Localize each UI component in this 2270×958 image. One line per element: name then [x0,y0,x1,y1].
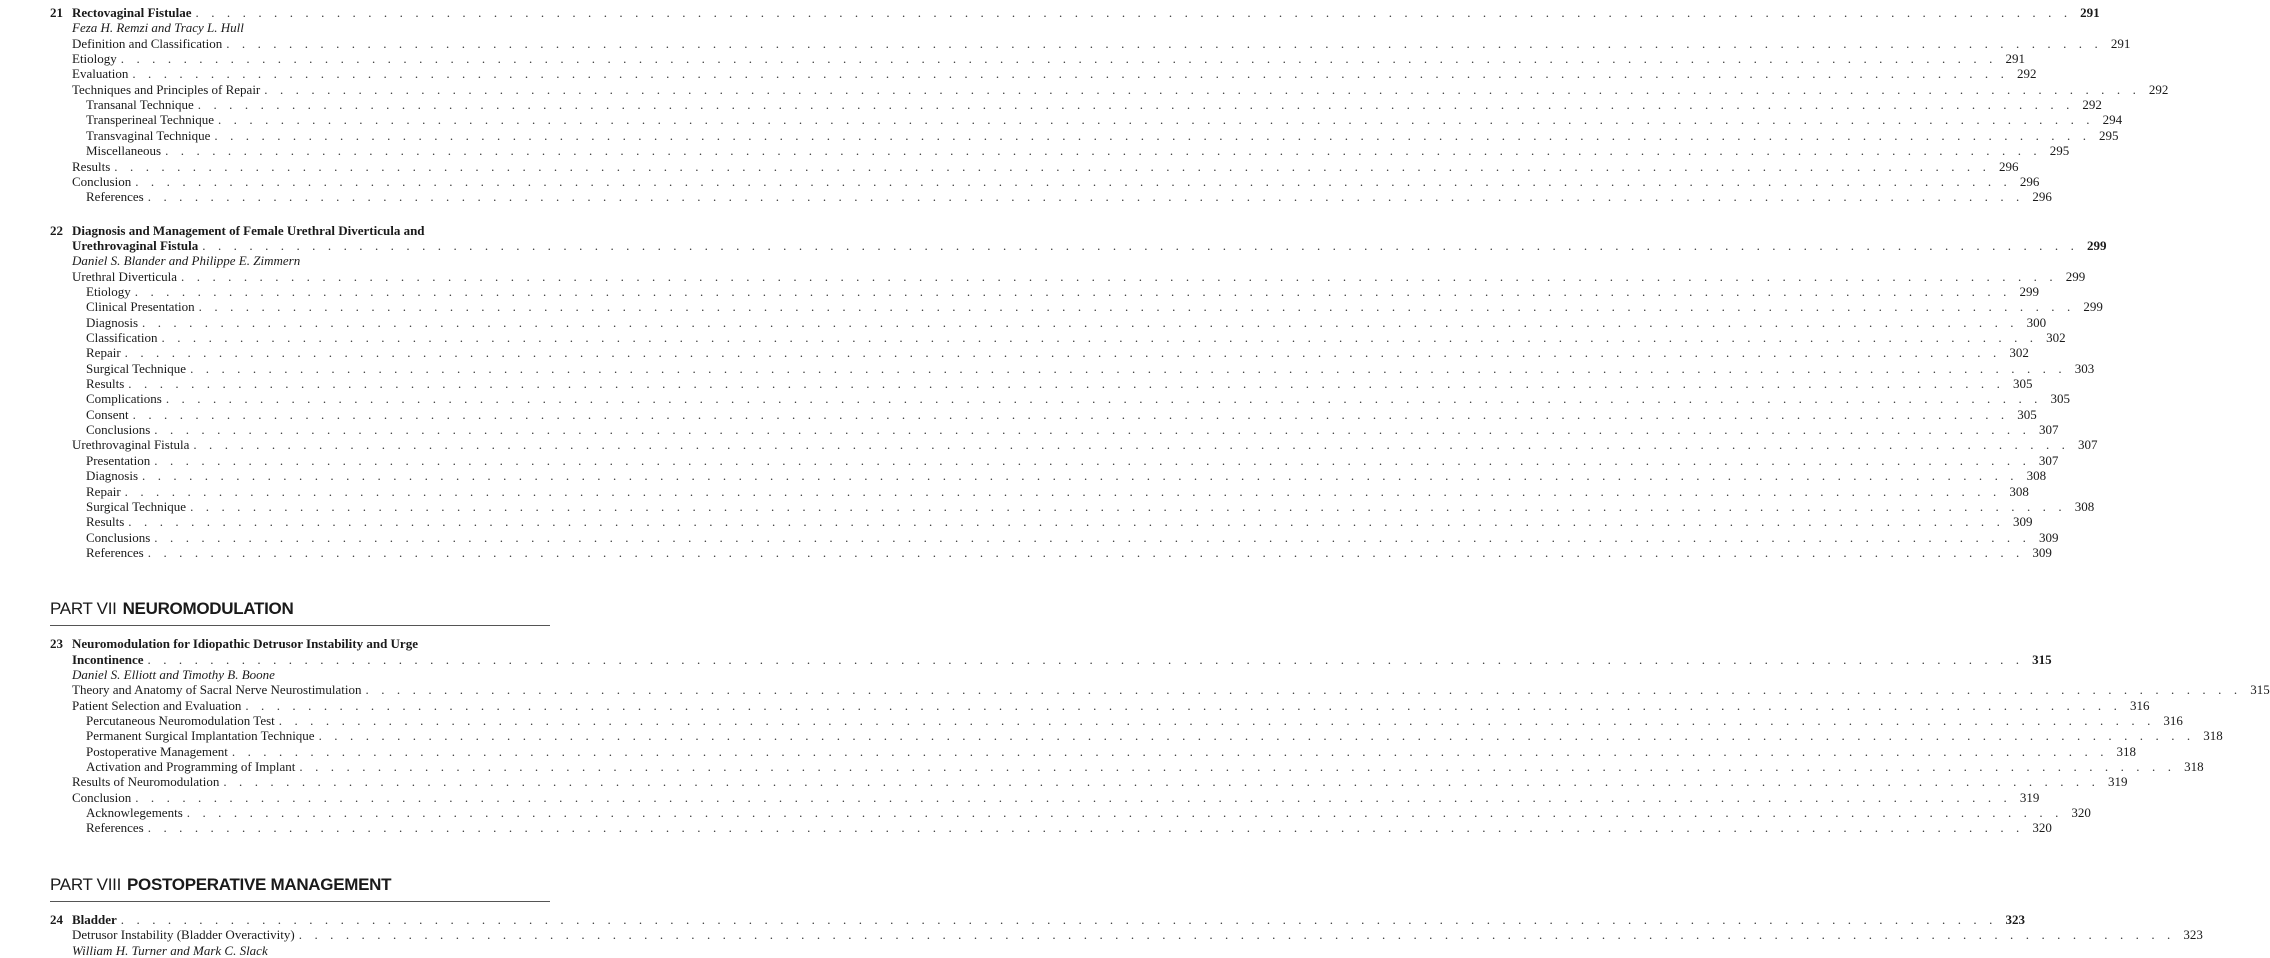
chapter-number: 23 [50,636,63,652]
entry-label: Etiology [86,283,131,299]
chapter-authors [0,20,600,35]
toc-entry[interactable] [0,422,2059,438]
dot-leader: . . . . . . . . . . . . . . . . . . . . . . . . . . . . . . . . . . . . . . . . . . . . . . . . . . . . . . . . . . . . . . . . . . . . . . . . . . . . . . . . . . . . . . . . . . . . . . . . . . . . . . . . . . . . . . . . . . . . . . . . [231,743,2109,759]
entry-line [86,713,2183,728]
entry-label: Feza H. Remzi and Tracy L. Hull [72,20,244,36]
entry-label: Neuromodulation for Idiopathic Detrusor Instability and Urge [72,636,418,652]
entry-label: Rectovaginal Fistulae [72,5,192,20]
dot-leader: . . . . . . . . . . . . . . . . . . . . . . . . . . . . . . . . . . . . . . . . . . . . . . . . . . . . . . . . . . . . . . . . . . . . . . . . . . . . . . . . . . . . . . . . . . . . . . . . . . . . . . . . . . . . . . . . . . . . . . . . [318,728,2195,744]
dot-leader: . . . . . . . . . . . . . . . . . . . . . . . . . . . . . . . . . . . . . . . . . . . . . . . . . . . . . . . . . . . . . . . . . . . . . . . . . . . . . . . . . . . . . . . . . . . . . . . . . . . . . . . . . . . . . . . . . . . . . . . . [197,97,2074,113]
entry-label: Results [86,514,125,530]
toc-entry[interactable] [0,112,2123,128]
dot-leader: . . . . . . . . . . . . . . . . . . . . . . . . . . . . . . . . . . . . . . . . . . . . . . . . . . . . . . . . . . . . . . . . . . . . . . . . . . . . . . . . . . . . . . . . . . . . . . . . . . . . . . . . . . . . . . . . . . . . . . . . [135,173,2012,189]
chapter-authors [0,943,600,958]
entry-line [86,743,2137,759]
entry-label: Acknowlegements [86,805,183,821]
dot-leader: . . . . . . . . . . . . . . . . . . . . . . . . . . . . . . . . . . . . . . . . . . . . . . . . . . . . . . . . . . . . . . . . . . . . . . . . . . . . . . . . . . . . . . . . . . . . . . . . . . . . . . . . . . . . . . . . . . . . . . . . [124,345,2001,361]
toc-entry[interactable] [0,189,2052,205]
entry-label: Classification [86,330,158,345]
dot-leader: . . . . . . . . . . . . . . . . . . . . . . . . . . . . . . . . . . . . . . . . . . . . . . . . . . . . . . . . . . . . . . . . . . . . . . . . . . . . . . . . . . . . . . . . . . . . . . . . . . . . . . . . . . . . . . . . . . . . . . . . [202,237,2079,253]
dot-leader: . . . . . . . . . . . . . . . . . . . . . . . . . . . . . . . . . . . . . . . . . . . . . . . . . . . . . . . . . . . . . . . . . . . . . . . . . . . . . . . . . . . . . . . . . . . . . . . . . . . . . . . . . . . . . . . . . . . . . . . . [147,820,2024,836]
entry-label: Urethrovaginal Fistula [72,437,190,453]
page-number: 305 [2012,376,2033,392]
entry-line [86,97,2102,113]
dot-leader: . . . . . . . . . . . . . . . . . . . . . . . . . . . . . . . . . . . . . . . . . . . . . . . . . . . . . . . . . . . . . . . . . . . . . . . . . . . . . . . . . . . . . . . . . . . . . . . . . . . . . . . . . . . . . . . . . . . . . . . . [190,498,2067,514]
toc-entry[interactable] [0,330,2066,345]
entry-label: Theory and Anatomy of Sacral Nerve Neurostimulation [72,682,362,698]
entry-label: Patient Selection and Evaluation [72,697,242,713]
entry-line [86,127,2119,143]
toc-entry[interactable] [0,97,2102,113]
entry-label: Incontinence [72,651,144,667]
toc-entry[interactable] [0,514,2033,530]
page-number: 292 [2148,81,2169,97]
dot-leader: . . . . . . . . . . . . . . . . . . . . . . . . . . . . . . . . . . . . . . . . . . . . . . . . . . . . . . . . . . . . . . . . . . . . . . . . . . . . . . . . . . . . . . . . . . . . . . . . . . . . . . . . . . . . . . . . . . . . . . . . [165,143,2042,159]
dot-leader: . . . . . . . . . . . . . . . . . . . . . . . . . . . . . . . . . . . . . . . . . . . . . . . . . . . . . . . . . . . . . . . . . . . . . . . . . . . . . . . . . . . . . . . . . . . . . . . . . . . . . . . . . . . . . . . . . . . . . . . . [114,158,1991,174]
entry-line [72,789,2040,805]
toc-entry[interactable] [0,743,2137,759]
dot-leader: . . . . . . . . . . . . . . . . . . . . . . . . . . . . . . . . . . . . . . . . . . . . . . . . . . . . . . . . . . . . . . . . . . . . . . . . . . . . . . . . . . . . . . . . . . . . . . . . . . . . . . . . . . . . . . . . . . . . . . . . [128,376,2005,392]
toc-entry[interactable] [0,728,2223,744]
entry-line [72,636,550,651]
toc-entry[interactable] [0,127,2119,143]
chapter-number: 21 [50,5,63,20]
page-number: 295 [2099,127,2119,143]
page-number: 296 [2019,173,2040,189]
page-number: 318 [2203,728,2223,744]
toc-entry[interactable] [0,283,2039,299]
dot-leader: . . . . . . . . . . . . . . . . . . . . . . . . . . . . . . . . . . . . . . . . . . . . . . . . . . . . . . . . . . . . . . . . . . . . . . . . . . . . . . . . . . . . . . . . . . . . . . . . . . . . . . . . . . . . . . . . . . . . . . . . [226,35,2103,51]
toc-entry[interactable] [0,406,2037,422]
toc-entry[interactable] [0,713,2183,728]
entry-line [72,437,2098,453]
toc-entry[interactable] [0,173,2040,189]
chapter-title[interactable] [0,237,2107,253]
page-number: 323 [2183,927,2203,943]
entry-label: Etiology [72,51,117,67]
dot-leader: . . . . . . . . . . . . . . . . . . . . . . . . . . . . . . . . . . . . . . . . . . . . . . . . . . . . . . . . . . . . . . . . . . . . . . . . . . . . . . . . . . . . . . . . . . . . . . . . . . . . . . . . . . . . . . . . . . . . . . . . [128,514,2005,530]
page-number: 296 [2032,189,2052,205]
dot-leader: . . . . . . . . . . . . . . . . . . . . . . . . . . . . . . . . . . . . . . . . . . . . . . . . . . . . . . . . . . . . . . . . . . . . . . . . . . . . . . . . . . . . . . . . . . . . . . . . . . . . . . . . . . . . . . . . . . . . . . . . [264,81,2141,97]
entry-line [86,406,2037,422]
entry-line [86,330,2066,345]
part-rule [50,625,550,626]
entry-line [72,81,2169,97]
entry-line [86,112,2123,128]
dot-leader: . . . . . . . . . . . . . . . . . . . . . . . . . . . . . . . . . . . . . . . . . . . . . . . . . . . . . . . . . . . . . . . . . . . . . . . . . . . . . . . . . . . . . . . . . . . . . . . . . . . . . . . . . . . . . . . . . . . . . . . . [147,544,2024,560]
entry-line [72,943,550,958]
entry-label: Techniques and Principles of Repair [72,81,261,97]
entry-label: Percutaneous Neuromodulation Test [86,713,275,728]
page-number: 309 [2032,544,2052,560]
page-number: 316 [2163,713,2183,728]
dot-leader: . . . . . . . . . . . . . . . . . . . . . . . . . . . . . . . . . . . . . . . . . . . . . . . . . . . . . . . . . . . . . . . . . . . . . . . . . . . . . . . . . . . . . . . . . . . . . . . . . . . . . . . . . . . . . . . . . . . . . . . . [223,774,2100,790]
dot-leader: . . . . . . . . . . . . . . . . . . . . . . . . . . . . . . . . . . . . . . . . . . . . . . . . . . . . . . . . . . . . . . . . . . . . . . . . . . . . . . . . . . . . . . . . . . . . . . . . . . . . . . . . . . . . . . . . . . . . . . . . [147,651,2024,667]
page-number: 296 [1998,158,2019,174]
toc-entry[interactable] [0,805,2091,821]
page-number: 299 [2019,283,2039,299]
entry-line [86,529,2059,545]
entry-label: Activation and Programming of Implant [86,759,296,775]
toc-entry[interactable] [0,376,2033,392]
entry-label: Daniel S. Elliott and Timothy B. Boone [72,666,275,682]
dot-leader: . . . . . . . . . . . . . . . . . . . . . . . . . . . . . . . . . . . . . . . . . . . . . . . . . . . . . . . . . . . . . . . . . . . . . . . . . . . . . . . . . . . . . . . . . . . . . . . . . . . . . . . . . . . . . . . . . . . . . . . . [245,697,2122,713]
page-number: 308 [2074,498,2095,514]
chapter-authors [0,667,600,682]
dot-leader: . . . . . . . . . . . . . . . . . . . . . . . . . . . . . . . . . . . . . . . . . . . . . . . . . . . . . . . . . . . . . . . . . . . . . . . . . . . . . . . . . . . . . . . . . . . . . . . . . . . . . . . . . . . . . . . . . . . . . . . . [299,759,2176,775]
chapter-title [0,636,600,651]
entry-line [86,483,2029,499]
part-title: POSTOPERATIVE MANAGEMENT [127,874,392,894]
entry-label: Postoperative Management [86,743,228,759]
toc-entry[interactable] [0,314,2047,330]
page-number: 308 [2009,483,2029,499]
page-number: 315 [2250,682,2270,698]
toc-entry[interactable] [0,759,2204,775]
entry-line [72,223,550,238]
page-number: 307 [2038,452,2059,468]
dot-leader: . . . . . . . . . . . . . . . . . . . . . . . . . . . . . . . . . . . . . . . . . . . . . . . . . . . . . . . . . . . . . . . . . . . . . . . . . . . . . . . . . . . . . . . . . . . . . . . . . . . . . . . . . . . . . . . . . . . . . . . . [134,283,2011,299]
page-number: 320 [2032,820,2052,836]
dot-leader: . . . . . . . . . . . . . . . . . . . . . . . . . . . . . . . . . . . . . . . . . . . . . . . . . . . . . . . . . . . . . . . . . . . . . . . . . . . . . . . . . . . . . . . . . . . . . . . . . . . . . . . . . . . . . . . . . . . . . . . . [124,483,2001,499]
entry-label: Miscellaneous [86,143,162,159]
entry-label: Transvaginal Technique [86,127,211,143]
dot-leader: . . . . . . . . . . . . . . . . . . . . . . . . . . . . . . . . . . . . . . . . . . . . . . . . . . . . . . . . . . . . . . . . . . . . . . . . . . . . . . . . . . . . . . . . . . . . . . . . . . . . . . . . . . . . . . . . . . . . . . . . [278,713,2155,728]
dot-leader: . . . . . . . . . . . . . . . . . . . . . . . . . . . . . . . . . . . . . . . . . . . . . . . . . . . . . . . . . . . . . . . . . . . . . . . . . . . . . . . . . . . . . . . . . . . . . . . . . . . . . . . . . . . . . . . . . . . . . . . . [186,805,2063,821]
page-number: 319 [2107,774,2128,790]
part-label: PART VIII [50,874,121,894]
toc-entry[interactable] [0,35,2131,51]
chapter-authors [0,253,600,268]
toc-entry[interactable] [0,143,2070,159]
entry-label: Results of Neuromodulation [72,774,220,790]
entry-label: Clinical Presentation [86,299,195,315]
page-number: 305 [2050,391,2070,407]
entry-line [72,774,2128,790]
dot-leader: . . . . . . . . . . . . . . . . . . . . . . . . . . . . . . . . . . . . . . . . . . . . . . . . . . . . . . . . . . . . . . . . . . . . . . . . . . . . . . . . . . . . . . . . . . . . . . . . . . . . . . . . . . . . . . . . . . . . . . . . [298,927,2175,943]
dot-leader: . . . . . . . . . . . . . . . . . . . . . . . . . . . . . . . . . . . . . . . . . . . . . . . . . . . . . . . . . . . . . . . . . . . . . . . . . . . . . . . . . . . . . . . . . . . . . . . . . . . . . . . . . . . . . . . . . . . . . . . . [154,452,2031,468]
part-heading [50,598,293,620]
part-title: NEUROMODULATION [122,599,294,619]
page-number: 318 [2116,743,2137,759]
toc-entry[interactable] [0,81,2169,97]
entry-label: Daniel S. Blander and Philippe E. Zimmern [72,253,301,269]
entry-line [86,143,2070,159]
entry-line [72,927,2203,943]
entry-line [72,173,2040,189]
toc-entry[interactable] [0,158,2019,174]
dot-leader: . . . . . . . . . . . . . . . . . . . . . . . . . . . . . . . . . . . . . . . . . . . . . . . . . . . . . . . . . . . . . . . . . . . . . . . . . . . . . . . . . . . . . . . . . . . . . . . . . . . . . . . . . . . . . . . . . . . . . . . . [142,468,2019,484]
part-rule [50,901,550,902]
page-number: 291 [2005,51,2025,67]
entry-line [86,514,2033,530]
toc-entry[interactable] [0,66,2037,82]
chapter-number: 22 [50,222,63,238]
entry-label: Conclusion [72,789,132,805]
entry-label: Consent [86,406,129,422]
dot-leader: . . . . . . . . . . . . . . . . . . . . . . . . . . . . . . . . . . . . . . . . . . . . . . . . . . . . . . . . . . . . . . . . . . . . . . . . . . . . . . . . . . . . . . . . . . . . . . . . . . . . . . . . . . . . . . . . . . . . . . . . [132,66,2009,82]
page-number: 319 [2019,789,2040,805]
toc-entry[interactable] [0,529,2059,545]
dot-leader: . . . . . . . . . . . . . . . . . . . . . . . . . . . . . . . . . . . . . . . . . . . . . . . . . . . . . . . . . . . . . . . . . . . . . . . . . . . . . . . . . . . . . . . . . . . . . . . . . . . . . . . . . . . . . . . . . . . . . . . . [181,268,2058,284]
dot-leader: . . . . . . . . . . . . . . . . . . . . . . . . . . . . . . . . . . . . . . . . . . . . . . . . . . . . . . . . . . . . . . . . . . . . . . . . . . . . . . . . . . . . . . . . . . . . . . . . . . . . . . . . . . . . . . . . . . . . . . . . [120,911,1997,927]
entry-line [72,268,2086,284]
entry-label: Diagnosis [86,468,138,484]
entry-line [72,253,550,268]
page-number: 294 [2102,112,2123,128]
dot-leader: . . . . . . . . . . . . . . . . . . . . . . . . . . . . . . . . . . . . . . . . . . . . . . . . . . . . . . . . . . . . . . . . . . . . . . . . . . . . . . . . . . . . . . . . . . . . . . . . . . . . . . . . . . . . . . . . . . . . . . . . [214,127,2091,143]
entry-label: Surgical Technique [86,360,187,376]
page-number: 302 [2009,345,2029,361]
entry-label: Urethrovaginal Fistula [72,237,199,253]
entry-line [86,299,2103,315]
page-number: 320 [2071,805,2091,821]
dot-leader: . . . . . . . . . . . . . . . . . . . . . . . . . . . . . . . . . . . . . . . . . . . . . . . . . . . . . . . . . . . . . . . . . . . . . . . . . . . . . . . . . . . . . . . . . . . . . . . . . . . . . . . . . . . . . . . . . . . . . . . . [154,422,2031,438]
toc-entry[interactable] [0,544,2052,560]
page-number: 291 [2080,5,2100,20]
entry-label: Complications [86,391,162,407]
part-heading [50,874,391,896]
page-number: 307 [2038,422,2059,438]
entry-line [86,820,2052,836]
toc-entry[interactable] [0,51,2025,67]
page-number: 299 [2065,268,2086,284]
entry-line [86,391,2070,407]
toc-entry[interactable] [0,774,2128,790]
entry-line [72,651,2052,667]
page-number: 308 [2026,468,2047,484]
entry-label: Results [86,376,125,392]
toc-entry[interactable] [0,452,2059,468]
entry-line [72,51,2025,67]
dot-leader: . . . . . . . . . . . . . . . . . . . . . . . . . . . . . . . . . . . . . . . . . . . . . . . . . . . . . . . . . . . . . . . . . . . . . . . . . . . . . . . . . . . . . . . . . . . . . . . . . . . . . . . . . . . . . . . . . . . . . . . . [154,529,2031,545]
dot-leader: . . . . . . . . . . . . . . . . . . . . . . . . . . . . . . . . . . . . . . . . . . . . . . . . . . . . . . . . . . . . . . . . . . . . . . . . . . . . . . . . . . . . . . . . . . . . . . . . . . . . . . . . . . . . . . . . . . . . . . . . [198,299,2075,315]
toc-entry[interactable] [0,360,2095,376]
toc-entry[interactable] [0,697,2150,713]
page-number: 292 [2016,66,2037,82]
entry-line [72,667,550,682]
dot-leader: . . . . . . . . . . . . . . . . . . . . . . . . . . . . . . . . . . . . . . . . . . . . . . . . . . . . . . . . . . . . . . . . . . . . . . . . . . . . . . . . . . . . . . . . . . . . . . . . . . . . . . . . . . . . . . . . . . . . . . . . [165,391,2042,407]
toc-entry[interactable] [0,345,2029,361]
dot-leader: . . . . . . . . . . . . . . . . . . . . . . . . . . . . . . . . . . . . . . . . . . . . . . . . . . . . . . . . . . . . . . . . . . . . . . . . . . . . . . . . . . . . . . . . . . . . . . . . . . . . . . . . . . . . . . . . . . . . . . . . [190,360,2067,376]
entry-line [72,20,550,35]
page-number: 323 [2005,911,2025,927]
toc-entry[interactable] [0,299,2103,315]
entry-label: Conclusions [86,529,151,545]
entry-line [86,452,2059,468]
toc-entry[interactable] [0,498,2095,514]
page-number: 316 [2129,697,2150,713]
page-number: 307 [2078,437,2098,453]
page-number: 309 [2012,514,2033,530]
entry-line [86,422,2059,438]
entry-label: Urethral Diverticula [72,268,178,284]
page-number: 300 [2026,314,2047,330]
toc-entry[interactable] [0,789,2040,805]
entry-line [86,189,2052,205]
part-label: PART VII [50,599,117,619]
entry-label: Diagnosis and Management of Female Urethral Diverticula and [72,222,425,238]
dot-leader: . . . . . . . . . . . . . . . . . . . . . . . . . . . . . . . . . . . . . . . . . . . . . . . . . . . . . . . . . . . . . . . . . . . . . . . . . . . . . . . . . . . . . . . . . . . . . . . . . . . . . . . . . . . . . . . . . . . . . . . . [161,330,2038,345]
dot-leader: . . . . . . . . . . . . . . . . . . . . . . . . . . . . . . . . . . . . . . . . . . . . . . . . . . . . . . . . . . . . . . . . . . . . . . . . . . . . . . . . . . . . . . . . . . . . . . . . . . . . . . . . . . . . . . . . . . . . . . . . [120,51,1997,67]
entry-line [72,911,2025,927]
entry-line [86,728,2223,744]
page-number: 299 [2086,237,2107,253]
entry-label: Detrusor Instability (Bladder Overactivity) [72,927,295,943]
page-number: 305 [2017,406,2037,422]
dot-leader: . . . . . . . . . . . . . . . . . . . . . . . . . . . . . . . . . . . . . . . . . . . . . . . . . . . . . . . . . . . . . . . . . . . . . . . . . . . . . . . . . . . . . . . . . . . . . . . . . . . . . . . . . . . . . . . . . . . . . . . . [142,314,2019,330]
dot-leader: . . . . . . . . . . . . . . . . . . . . . . . . . . . . . . . . . . . . . . . . . . . . . . . . . . . . . . . . . . . . . . . . . . . . . . . . . . . . . . . . . . . . . . . . . . . . . . . . . . . . . . . . . . . . . . . . . . . . . . . . [193,437,2070,453]
toc-entry[interactable] [0,483,2029,499]
page-number: 309 [2038,529,2059,545]
toc-entry[interactable] [0,268,2086,284]
page-number: 295 [2049,143,2070,159]
entry-line [86,498,2095,514]
entry-line [86,759,2204,775]
page-number: 299 [2083,299,2103,315]
entry-line [72,697,2150,713]
entry-label: Permanent Surgical Implantation Technique [86,728,315,744]
entry-label: Transperineal Technique [86,112,214,128]
entry-line [86,468,2047,484]
entry-label: Diagnosis [86,314,138,330]
page-number: 291 [2110,35,2131,51]
entry-label: Results [72,158,111,174]
entry-label: Presentation [86,452,151,468]
entry-line [86,376,2033,392]
toc-entry[interactable] [0,468,2047,484]
entry-label: References [86,820,144,836]
entry-line [72,5,2100,20]
dot-leader: . . . . . . . . . . . . . . . . . . . . . . . . . . . . . . . . . . . . . . . . . . . . . . . . . . . . . . . . . . . . . . . . . . . . . . . . . . . . . . . . . . . . . . . . . . . . . . . . . . . . . . . . . . . . . . . . . . . . . . . . [365,682,2242,698]
entry-line [72,237,2107,253]
page-number: 292 [2082,97,2102,113]
toc-entry[interactable] [0,820,2052,836]
entry-line [86,283,2039,299]
entry-label: Conclusion [72,173,132,189]
page-number: 318 [2184,759,2204,775]
dot-leader: . . . . . . . . . . . . . . . . . . . . . . . . . . . . . . . . . . . . . . . . . . . . . . . . . . . . . . . . . . . . . . . . . . . . . . . . . . . . . . . . . . . . . . . . . . . . . . . . . . . . . . . . . . . . . . . . . . . . . . . . [217,112,2095,128]
chapter-title [0,223,600,238]
entry-label: Transanal Technique [86,97,194,113]
entry-line [86,314,2047,330]
toc-entry[interactable] [0,391,2070,407]
chapter-title[interactable] [0,5,2100,20]
dot-leader: . . . . . . . . . . . . . . . . . . . . . . . . . . . . . . . . . . . . . . . . . . . . . . . . . . . . . . . . . . . . . . . . . . . . . . . . . . . . . . . . . . . . . . . . . . . . . . . . . . . . . . . . . . . . . . . . . . . . . . . . [132,406,2009,422]
toc-entry[interactable] [0,682,2270,698]
toc-entry[interactable] [0,437,2098,453]
entry-label: Surgical Technique [86,498,187,514]
entry-label: Bladder [72,911,117,927]
dot-leader: . . . . . . . . . . . . . . . . . . . . . . . . . . . . . . . . . . . . . . . . . . . . . . . . . . . . . . . . . . . . . . . . . . . . . . . . . . . . . . . . . . . . . . . . . . . . . . . . . . . . . . . . . . . . . . . . . . . . . . . . [195,5,2072,20]
entry-line [72,682,2270,698]
entry-label: Repair [86,483,121,499]
entry-label: Repair [86,345,121,361]
entry-line [86,805,2091,821]
entry-line [86,360,2095,376]
entry-label: Conclusions [86,422,151,438]
page-number: 302 [2046,330,2066,345]
entry-line [86,544,2052,560]
entry-label: Evaluation [72,66,129,82]
page-number: 303 [2074,360,2095,376]
entry-line [86,345,2029,361]
chapter-title[interactable] [0,911,2025,927]
entry-label: William H. Turner and Mark C. Slack [72,942,268,958]
dot-leader: . . . . . . . . . . . . . . . . . . . . . . . . . . . . . . . . . . . . . . . . . . . . . . . . . . . . . . . . . . . . . . . . . . . . . . . . . . . . . . . . . . . . . . . . . . . . . . . . . . . . . . . . . . . . . . . . . . . . . . . . [147,189,2024,205]
entry-label: References [86,544,144,560]
dot-leader: . . . . . . . . . . . . . . . . . . . . . . . . . . . . . . . . . . . . . . . . . . . . . . . . . . . . . . . . . . . . . . . . . . . . . . . . . . . . . . . . . . . . . . . . . . . . . . . . . . . . . . . . . . . . . . . . . . . . . . . . [135,789,2012,805]
chapter-number: 24 [50,911,63,927]
toc-entry[interactable] [0,927,2203,943]
entry-label: References [86,189,144,205]
entry-line [72,35,2131,51]
page-number: 315 [2032,651,2052,667]
entry-label: Definition and Classification [72,35,223,51]
chapter-title[interactable] [0,651,2052,667]
entry-line [72,158,2019,174]
entry-line [72,66,2037,82]
